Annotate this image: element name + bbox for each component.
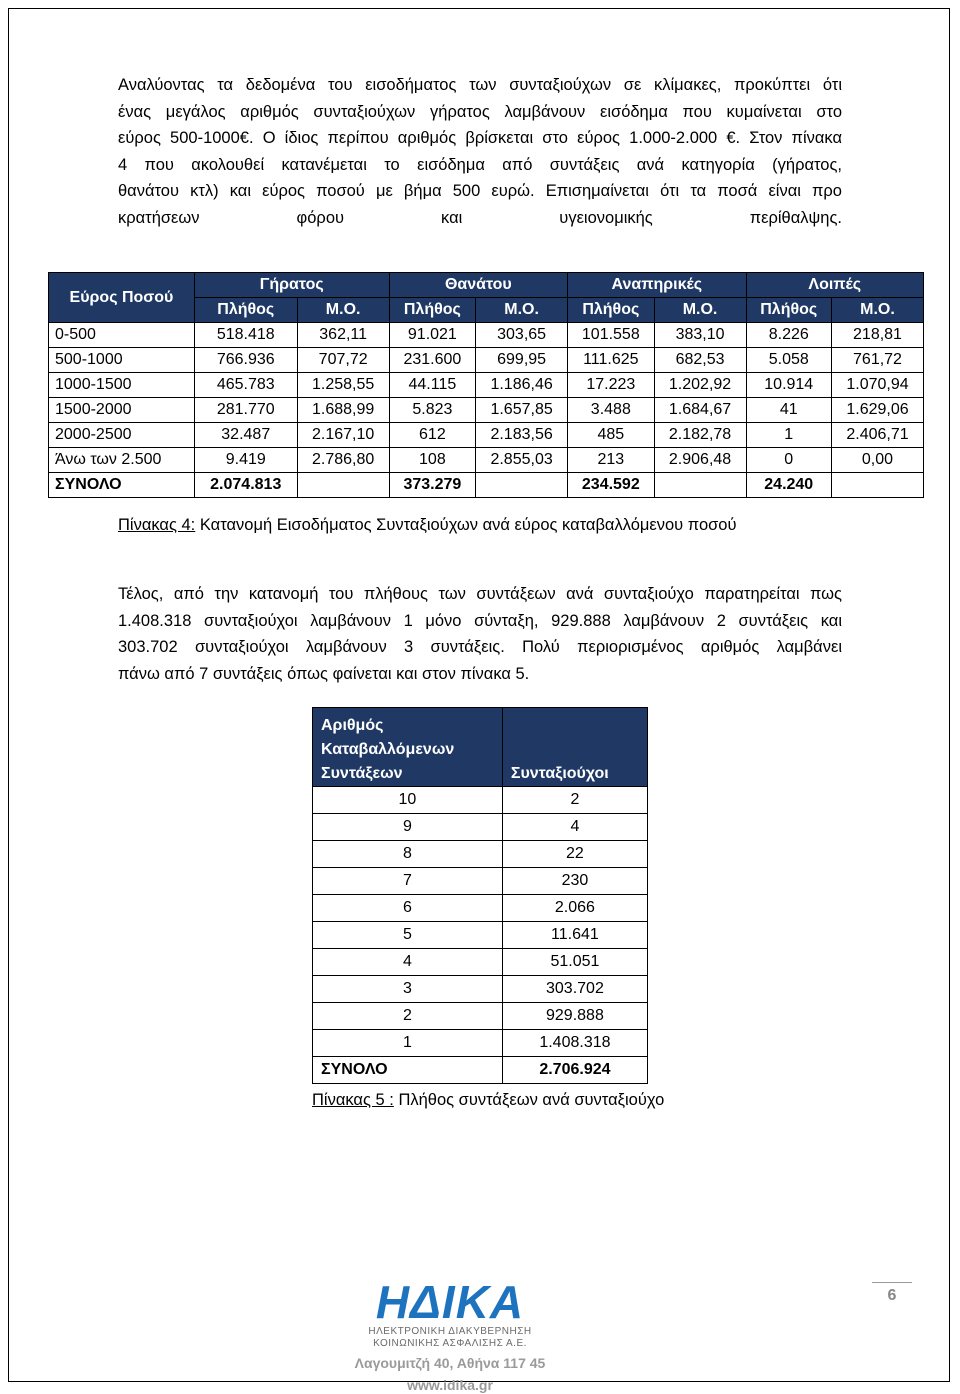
value-cell: 1.202,92 xyxy=(654,373,746,398)
total-row xyxy=(313,1057,648,1084)
value-cell: 32.487 xyxy=(194,423,297,448)
footer-website: www.idika.gr xyxy=(407,1377,493,1393)
table-row xyxy=(49,323,924,348)
pension-count-cell: 1 xyxy=(313,1030,503,1057)
range-cell: ΣΥΝΟΛΟ xyxy=(49,473,195,498)
pensioners-cell: 4 xyxy=(502,814,647,841)
range-cell: 2000-2500 xyxy=(49,423,195,448)
value-cell: 0,00 xyxy=(831,448,923,473)
value-cell: 44.115 xyxy=(389,373,476,398)
table-row xyxy=(313,895,648,922)
table-row xyxy=(313,1003,648,1030)
value-cell: 2.406,71 xyxy=(831,423,923,448)
pension-count-cell: ΣΥΝΟΛΟ xyxy=(313,1057,503,1084)
range-cell: 1500-2000 xyxy=(49,398,195,423)
pensioners-header: Συνταξιούχοι xyxy=(502,708,647,787)
pension-count-cell: 8 xyxy=(313,841,503,868)
subheader-cell: Μ.Ο. xyxy=(476,298,568,323)
value-cell: 1.070,94 xyxy=(831,373,923,398)
value-cell: 2.167,10 xyxy=(297,423,389,448)
value-cell: 91.021 xyxy=(389,323,476,348)
value-cell: 101.558 xyxy=(568,323,655,348)
value-cell: 2.786,80 xyxy=(297,448,389,473)
value-cell: 766.936 xyxy=(194,348,297,373)
table4-caption xyxy=(118,516,737,535)
value-cell: 9.419 xyxy=(194,448,297,473)
pensioners-cell: 1.408.318 xyxy=(502,1030,647,1057)
value-cell: 383,10 xyxy=(654,323,746,348)
range-cell: 500-1000 xyxy=(49,348,195,373)
value-cell: 1.688,99 xyxy=(297,398,389,423)
subheader-cell: Πλήθος xyxy=(746,298,831,323)
value-cell: 1.657,85 xyxy=(476,398,568,423)
value-cell: 5.823 xyxy=(389,398,476,423)
value-cell: 1.186,46 xyxy=(476,373,568,398)
table5-caption xyxy=(312,1091,664,1110)
table-row xyxy=(313,1030,648,1057)
subheader-cell: Μ.Ο. xyxy=(654,298,746,323)
logo-mark: ΗΔΙΚΑ xyxy=(375,1276,525,1328)
table4-caption-text: Κατανομή Εισοδήματος Συνταξιούχων ανά εύρος καταβαλλόμενου ποσού xyxy=(199,516,737,534)
value-cell: 518.418 xyxy=(194,323,297,348)
logo-subtitle-1: ΗΛΕΚΤΡΟΝΙΚΗ ΔΙΑΚΥΒΕΡΝΗΣΗ xyxy=(368,1326,532,1337)
table-row xyxy=(313,841,648,868)
income-distribution-table xyxy=(48,272,924,498)
value-cell: 707,72 xyxy=(297,348,389,373)
value-cell: 17.223 xyxy=(568,373,655,398)
range-cell: 0-500 xyxy=(49,323,195,348)
pensioners-cell: 51.051 xyxy=(502,949,647,976)
value-cell: 281.770 xyxy=(194,398,297,423)
value-cell: 1 xyxy=(746,423,831,448)
value-cell: 303,65 xyxy=(476,323,568,348)
count-header: Αριθμός Καταβαλλόμενων Συντάξεων xyxy=(313,708,503,787)
group-header-old-age: Γήρατος xyxy=(194,273,389,298)
pension-count-cell: 9 xyxy=(313,814,503,841)
range-cell: Άνω των 2.500 xyxy=(49,448,195,473)
value-cell: 761,72 xyxy=(831,348,923,373)
value-cell: 699,95 xyxy=(476,348,568,373)
value-cell: 682,53 xyxy=(654,348,746,373)
value-cell: 373.279 xyxy=(389,473,476,498)
logo-subtitle-2: ΚΟΙΝΩΝΙΚΗΣ ΑΣΦΑΛΙΣΗΣ Α.Ε. xyxy=(373,1338,527,1349)
table-row xyxy=(49,398,924,423)
pension-count-cell: 7 xyxy=(313,868,503,895)
value-cell: 0 xyxy=(746,448,831,473)
table-row xyxy=(313,976,648,1003)
pension-count-cell: 3 xyxy=(313,976,503,1003)
table-row xyxy=(49,423,924,448)
table4-caption-label: Πίνακας 4: xyxy=(118,516,196,534)
range-cell: 1000-1500 xyxy=(49,373,195,398)
table-row xyxy=(313,868,648,895)
subheader-cell: Μ.Ο. xyxy=(297,298,389,323)
table-row xyxy=(49,348,924,373)
value-cell: 10.914 xyxy=(746,373,831,398)
value-cell xyxy=(476,473,568,498)
value-cell: 5.058 xyxy=(746,348,831,373)
subheader-cell: Πλήθος xyxy=(389,298,476,323)
group-header-disability: Αναπηρικές xyxy=(568,273,746,298)
value-cell: 1.684,67 xyxy=(654,398,746,423)
table-row xyxy=(49,448,924,473)
group-header-other: Λοιπές xyxy=(746,273,923,298)
value-cell: 108 xyxy=(389,448,476,473)
value-cell: 2.855,03 xyxy=(476,448,568,473)
value-cell: 111.625 xyxy=(568,348,655,373)
page-number: 6 xyxy=(872,1282,912,1305)
value-cell: 234.592 xyxy=(568,473,655,498)
value-cell xyxy=(297,473,389,498)
value-cell: 41 xyxy=(746,398,831,423)
subheader-cell: Πλήθος xyxy=(568,298,655,323)
second-paragraph: Τέλος, από την κατανομή του πλήθους των συντάξεων ανά συνταξιούχο παρατηρείται πως 1.408.318 συνταξιούχοι λαμβάνουν 1 μόνο σύνταξη, 929.888 λαμβάνουν 2 συντάξεις και 303.702 συνταξιούχοι λαμβάνουν 3 συντάξεις. Πολύ περιορισμένος αριθμός λαμβάνει πάνω από 7 συντάξεις όπως φαίνεται και στον πίνακα 5. xyxy=(118,585,842,683)
value-cell: 1.629,06 xyxy=(831,398,923,423)
total-row xyxy=(49,473,924,498)
subheader-cell: Μ.Ο. xyxy=(831,298,923,323)
table-row xyxy=(313,814,648,841)
value-cell: 1.258,55 xyxy=(297,373,389,398)
group-header-death: Θανάτου xyxy=(389,273,567,298)
pension-count-cell: 10 xyxy=(313,787,503,814)
table-row xyxy=(313,787,648,814)
footer-address: Λαγουμιτζή 40, Αθήνα 117 45 xyxy=(354,1355,546,1371)
pension-count-cell: 2 xyxy=(313,1003,503,1030)
table5-caption-label: Πίνακας 5 : xyxy=(312,1091,394,1109)
pensioners-cell: 2 xyxy=(502,787,647,814)
table-row xyxy=(313,949,648,976)
subheader-cell: Πλήθος xyxy=(194,298,297,323)
pension-count-cell: 4 xyxy=(313,949,503,976)
value-cell: 24.240 xyxy=(746,473,831,498)
pensioners-cell: 2.066 xyxy=(502,895,647,922)
pensioners-cell: 230 xyxy=(502,868,647,895)
value-cell: 2.182,78 xyxy=(654,423,746,448)
value-cell xyxy=(831,473,923,498)
value-cell: 612 xyxy=(389,423,476,448)
value-cell: 213 xyxy=(568,448,655,473)
pension-count-table xyxy=(312,707,648,1084)
pensioners-cell: 22 xyxy=(502,841,647,868)
table-row xyxy=(49,373,924,398)
range-header: Εύρος Ποσού xyxy=(49,273,195,323)
value-cell: 465.783 xyxy=(194,373,297,398)
pensioners-cell: 2.706.924 xyxy=(502,1057,647,1084)
value-cell: 218,81 xyxy=(831,323,923,348)
value-cell: 2.074.813 xyxy=(194,473,297,498)
value-cell xyxy=(654,473,746,498)
table-row xyxy=(313,922,648,949)
pensioners-cell: 303.702 xyxy=(502,976,647,1003)
value-cell: 2.906,48 xyxy=(654,448,746,473)
table5-caption-text: Πλήθος συντάξεων ανά συνταξιούχο xyxy=(398,1091,665,1109)
footer-logo xyxy=(338,1278,562,1394)
intro-paragraph: Αναλύοντας τα δεδομένα του εισοδήματος των συνταξιούχων σε κλίμακες, προκύπτει ότι ένας μεγάλος αριθμός συνταξιούχων γήρατος λαμβάνουν εισόδημα που κυμαίνεται στο εύρος 500-1000€. Ο ίδιος περίπου αριθμός βρίσκεται στο εύρος 1.000-2.000 €. Στον πίνακα 4 που ακολουθεί κατανέμεται το εισόδημα από συντάξεις ανά κατηγορία (γήρατος, θανάτου κτλ) και εύρος ποσού με βήμα 500 ευρώ. Επισημαίνεται ότι τα ποσά είναι προ κρατήσεων φόρου και υγειονομικής περίθαλψης. xyxy=(118,76,842,227)
pensioners-cell: 11.641 xyxy=(502,922,647,949)
value-cell: 485 xyxy=(568,423,655,448)
value-cell: 8.226 xyxy=(746,323,831,348)
value-cell: 2.183,56 xyxy=(476,423,568,448)
value-cell: 3.488 xyxy=(568,398,655,423)
value-cell: 362,11 xyxy=(297,323,389,348)
pension-count-cell: 6 xyxy=(313,895,503,922)
value-cell: 231.600 xyxy=(389,348,476,373)
pension-count-cell: 5 xyxy=(313,922,503,949)
pensioners-cell: 929.888 xyxy=(502,1003,647,1030)
